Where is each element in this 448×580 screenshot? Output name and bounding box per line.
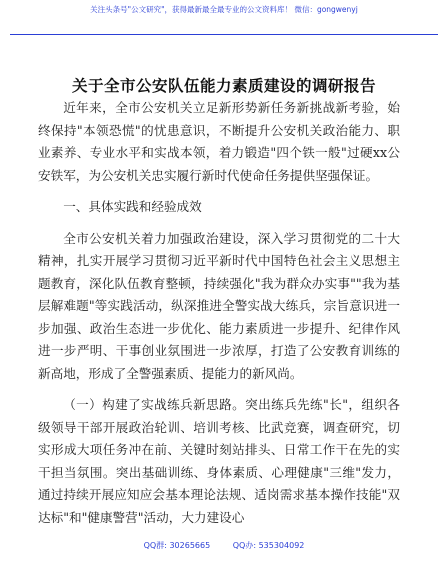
- footer-contact: [0, 540, 448, 551]
- document-body: [38, 97, 400, 529]
- footer-qq-group: QQ群: 30265665: [143, 541, 211, 550]
- header-divider: [10, 34, 438, 35]
- intro-paragraph: 近年来，全市公安机关立足新形势新任务新挑战新考验，始终保持"本领恐慌"的忧患意识，不断提升公安机关政治能力、职业素养、专业水平和实战本领，着力锻造"四个铁一般"过硬xx公安铁军，为公安机关忠实履行新时代使命任务提供坚强保证。: [38, 100, 400, 183]
- footer-qq-office: QQ办: 535304092: [232, 541, 305, 550]
- body-paragraph: （一）构建了实战练兵新思路。突出练兵先练"长"，组织各级领导干部开展政治轮训、培训考核、比武竞赛，调查研究，切实形成大项任务冲在前、关键时刻站排头、日常工作干在先的实干担当氛围。突出基础训练、身体素质、心理健康"三维"发力，通过持续开展应知应会基本理论法规、适岗需求基本操作技能"双达标"和"健康警营"活动，大力建设心: [38, 397, 400, 525]
- document-title: 关于全市公安队伍能力素质建设的调研报告: [71, 76, 376, 95]
- section-heading: 一、具体实践和经验成效: [63, 199, 202, 214]
- header-notice-text: 关注头条号"公文研究"，获得最新最全最专业的公文资料库！ 微信：gongwenyj: [90, 5, 358, 14]
- body-paragraph: 全市公安机关着力加强政治建设，深入学习贯彻党的二十大精神，扎实开展学习贯彻习近平新时代中国特色社会主义思想主题教育，深化队伍教育整顿，持续强化"我为群众办实事""我为基层解难题"等实践活动，纵深推进全警实战大练兵，宗旨意识进一步加强、政治生态进一步优化、能力素质进一步提升、纪律作风进一步严明、干事创业氛围进一步浓厚，打造了公安教育训练的新高地，形成了全警强素质、提能力的新风尚。: [38, 230, 400, 381]
